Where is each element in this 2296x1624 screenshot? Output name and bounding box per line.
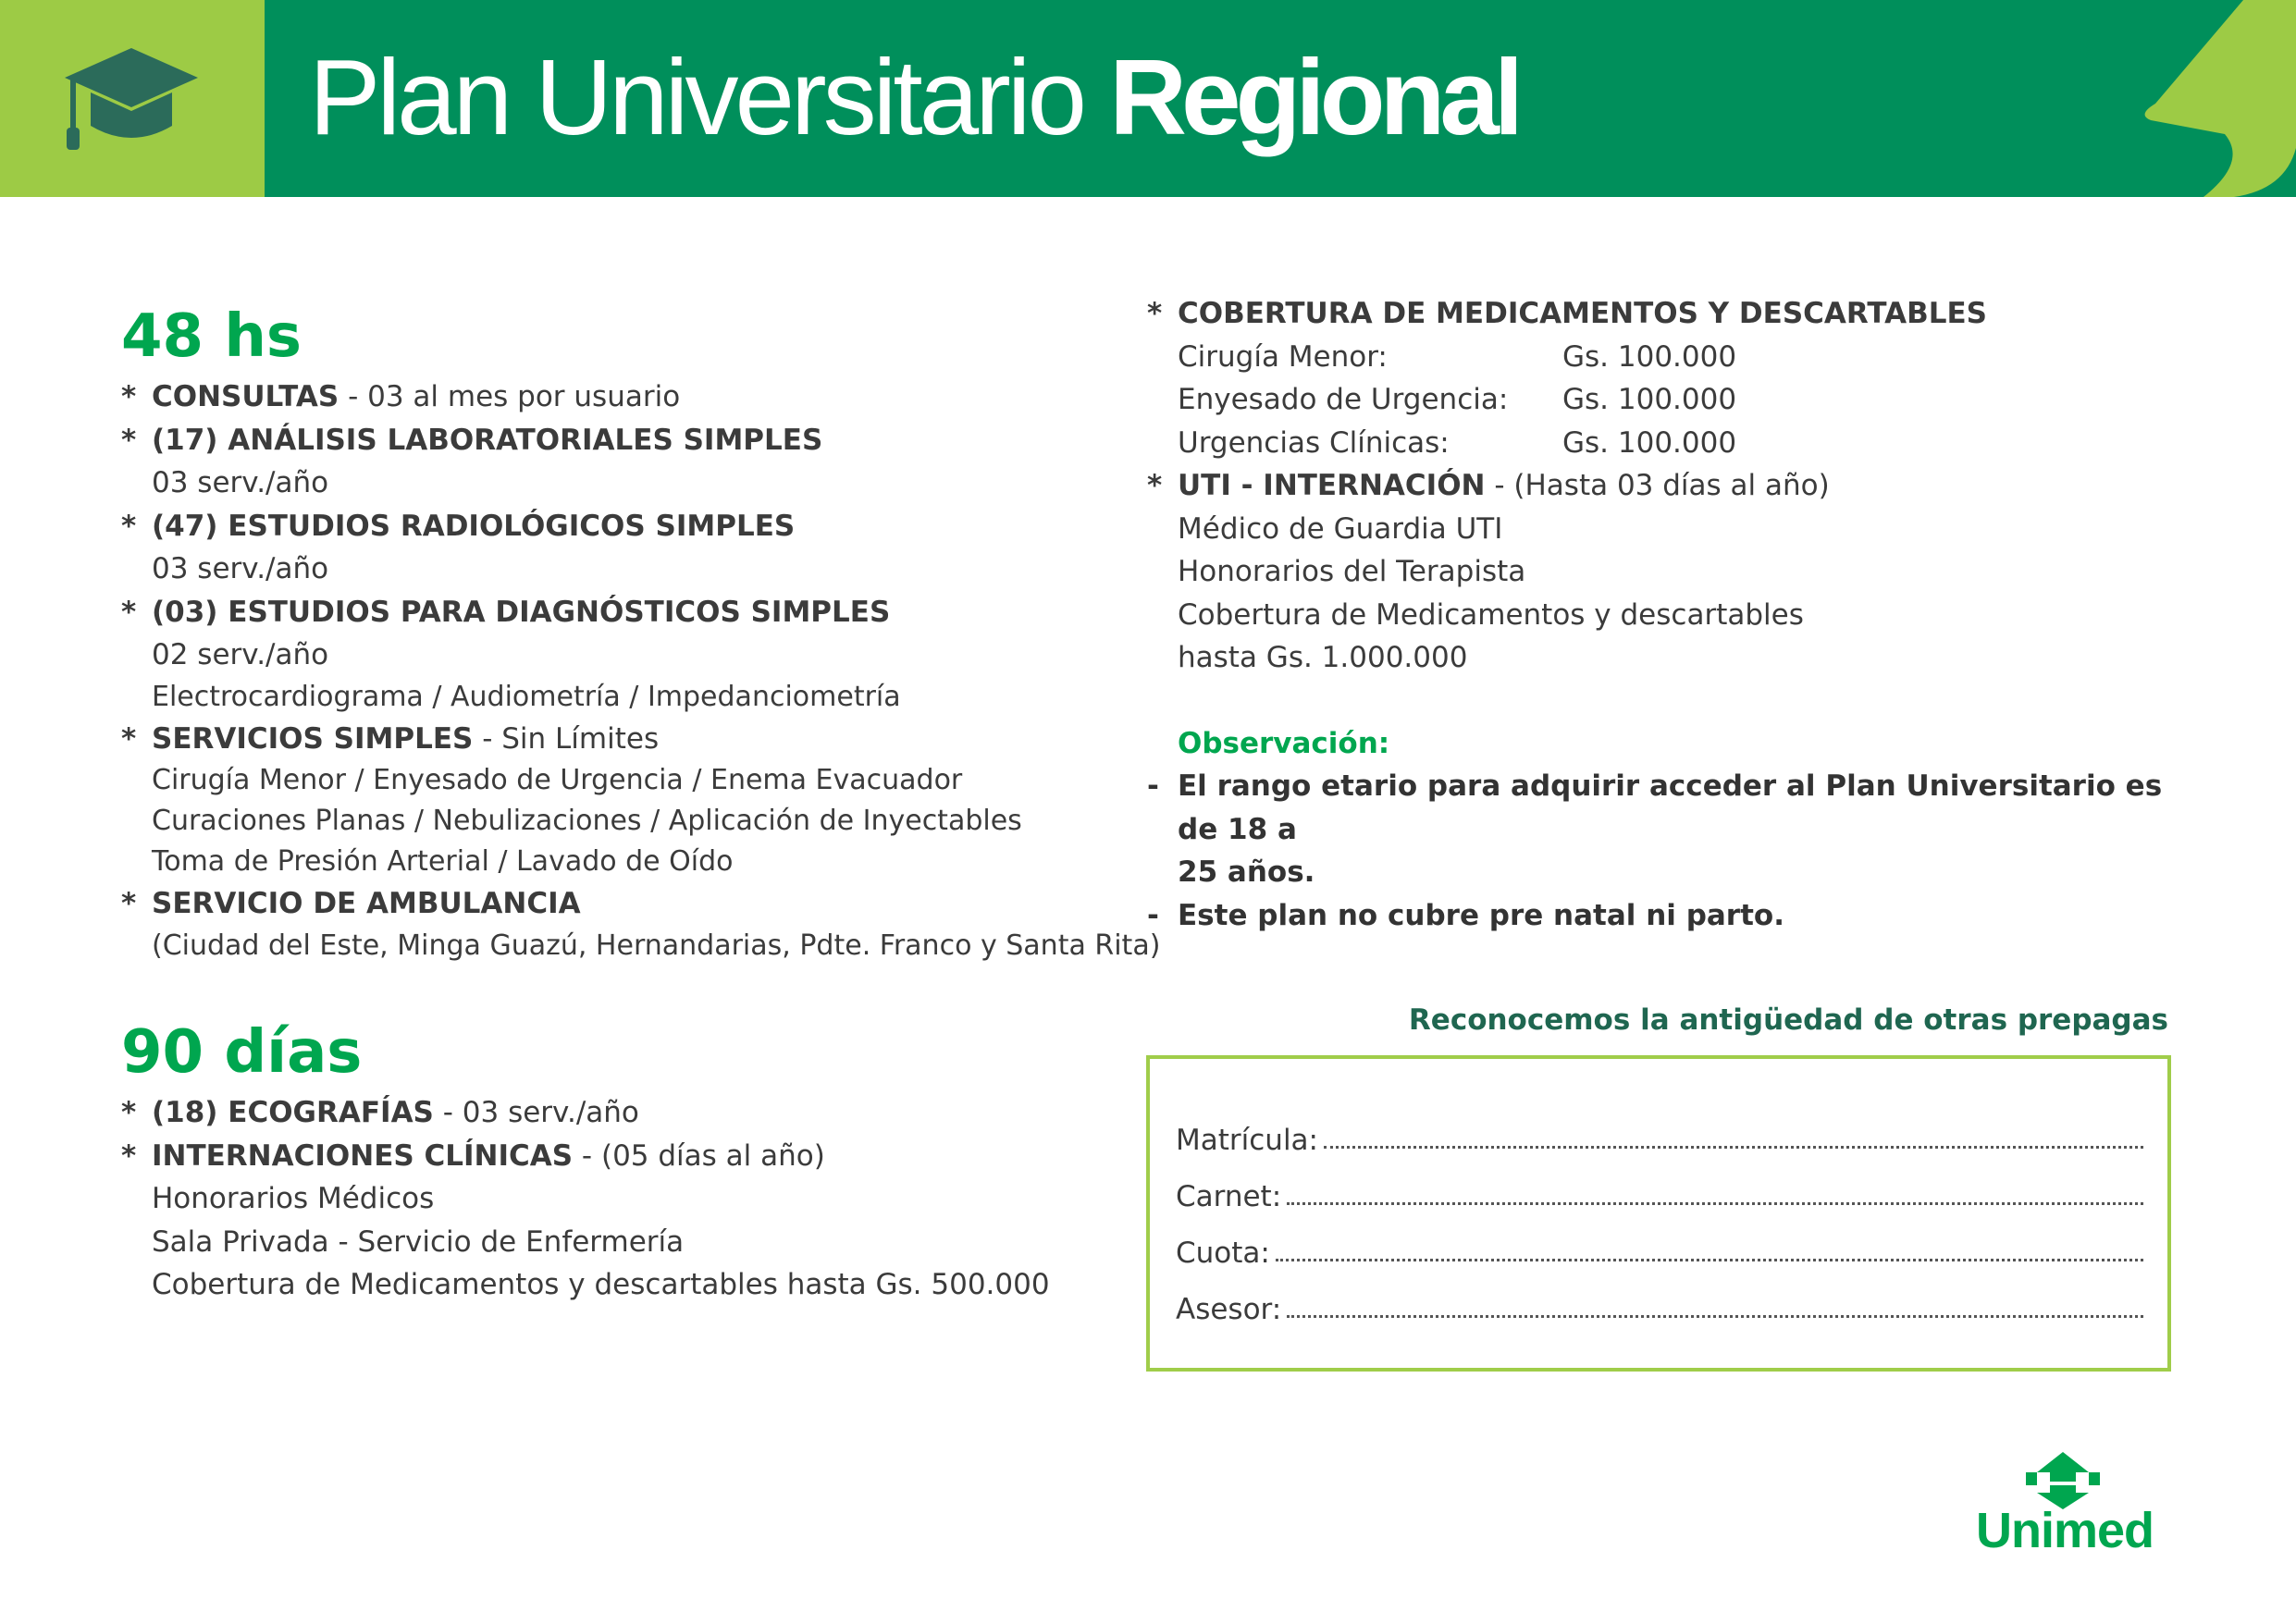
left-column-48hs (121, 300, 1160, 966)
dotted-line (1287, 1201, 2143, 1205)
left-column-90dias (121, 1015, 1050, 1307)
dotted-line (1276, 1258, 2143, 1261)
dotted-line (1287, 1314, 2143, 1318)
asesor-field[interactable]: Asesor: (1176, 1284, 2143, 1326)
coverage-row: Cirugía Menor: Gs. 100.000 (1178, 339, 1737, 374)
title-bold: Regional (1109, 37, 1519, 157)
list-item: * UTI - INTERNACIÓN - (Hasta 03 días al año) (1147, 469, 1830, 502)
list-subitem: Cobertura de Medicamentos y descartables (1178, 597, 1804, 632)
page-title (309, 37, 1518, 157)
coverage-row: Urgencias Clínicas: Gs. 100.000 (1178, 425, 1737, 460)
dotted-line (1324, 1145, 2143, 1149)
graduation-cap-icon (63, 46, 200, 150)
title-light: Plan Universitario (309, 37, 1084, 157)
list-subitem: 02 serv./año (152, 638, 329, 671)
list-item: * (17) ANÁLISIS LABORATORIALES SIMPLES (121, 423, 823, 457)
list-subitem: hasta Gs. 1.000.000 (1178, 641, 1468, 674)
observation-title: Observación: (1178, 726, 1390, 760)
observation-item: - Este plan no cubre pre natal ni parto. (1147, 898, 1784, 932)
matricula-field[interactable]: Matrícula: (1176, 1114, 2143, 1157)
header-banner (0, 0, 2296, 197)
list-item: * CONSULTAS - 03 al mes por usuario (121, 380, 681, 413)
recognition-note: Reconocemos la antigüedad de otras prepagas (1408, 1003, 2168, 1037)
list-item: * (03) ESTUDIOS PARA DIAGNÓSTICOS SIMPLES (121, 595, 891, 629)
list-item: * (18) ECOGRAFÍAS - 03 serv./año (121, 1096, 639, 1129)
list-subitem: 03 serv./año (152, 466, 329, 499)
list-subitem: Sala Privada - Servicio de Enfermería (152, 1224, 685, 1259)
registration-form-box (1146, 1055, 2171, 1372)
list-subitem: Curaciones Planas / Nebulizaciones / Aplicación de Inyectables (152, 805, 1022, 837)
list-subitem: Médico de Guardia UTI (1178, 511, 1503, 546)
list-item: * INTERNACIONES CLÍNICAS - (05 días al año) (121, 1138, 825, 1173)
list-subitem: Cirugía Menor / Enyesado de Urgencia / Enema Evacuador (152, 764, 963, 796)
coverage-row: Enyesado de Urgencia: Gs. 100.000 (1178, 383, 1737, 416)
list-subitem: (Ciudad del Este, Minga Guazú, Hernandarias, Pdte. Franco y Santa Rita) (152, 929, 1161, 962)
list-subitem: Honorarios Médicos (152, 1182, 435, 1215)
list-item: * (47) ESTUDIOS RADIOLÓGICOS SIMPLES (121, 509, 796, 543)
list-subitem: Cobertura de Medicamentos y descartables hasta Gs. 500.000 (152, 1268, 1050, 1301)
list-item: * COBERTURA DE MEDICAMENTOS Y DESCARTABLES (1147, 297, 1987, 330)
list-subitem: Electrocardiograma / Audiometría / Impedanciometría (152, 680, 901, 713)
cuota-field[interactable]: Cuota: (1176, 1227, 2143, 1270)
section-heading-90dias: 90 días (121, 1018, 363, 1087)
list-subitem: 03 serv./año (152, 552, 329, 585)
list-subitem: Toma de Presión Arterial / Lavado de Oído (152, 845, 734, 878)
list-item: * SERVICIOS SIMPLES - Sin Límites (121, 721, 660, 756)
list-item: * SERVICIO DE AMBULANCIA (121, 887, 581, 920)
right-column (1147, 292, 2174, 937)
observation-item: - El rango etario para adquirir acceder al Plan Universitario es de 18 a 25 años. (1147, 769, 2163, 889)
carnet-field[interactable]: Carnet: (1176, 1171, 2143, 1213)
unimed-logo-text: Unimed (1975, 1503, 2154, 1558)
section-heading-48hs: 48 hs (121, 302, 302, 371)
list-subitem: Honorarios del Terapista (1178, 555, 1526, 588)
